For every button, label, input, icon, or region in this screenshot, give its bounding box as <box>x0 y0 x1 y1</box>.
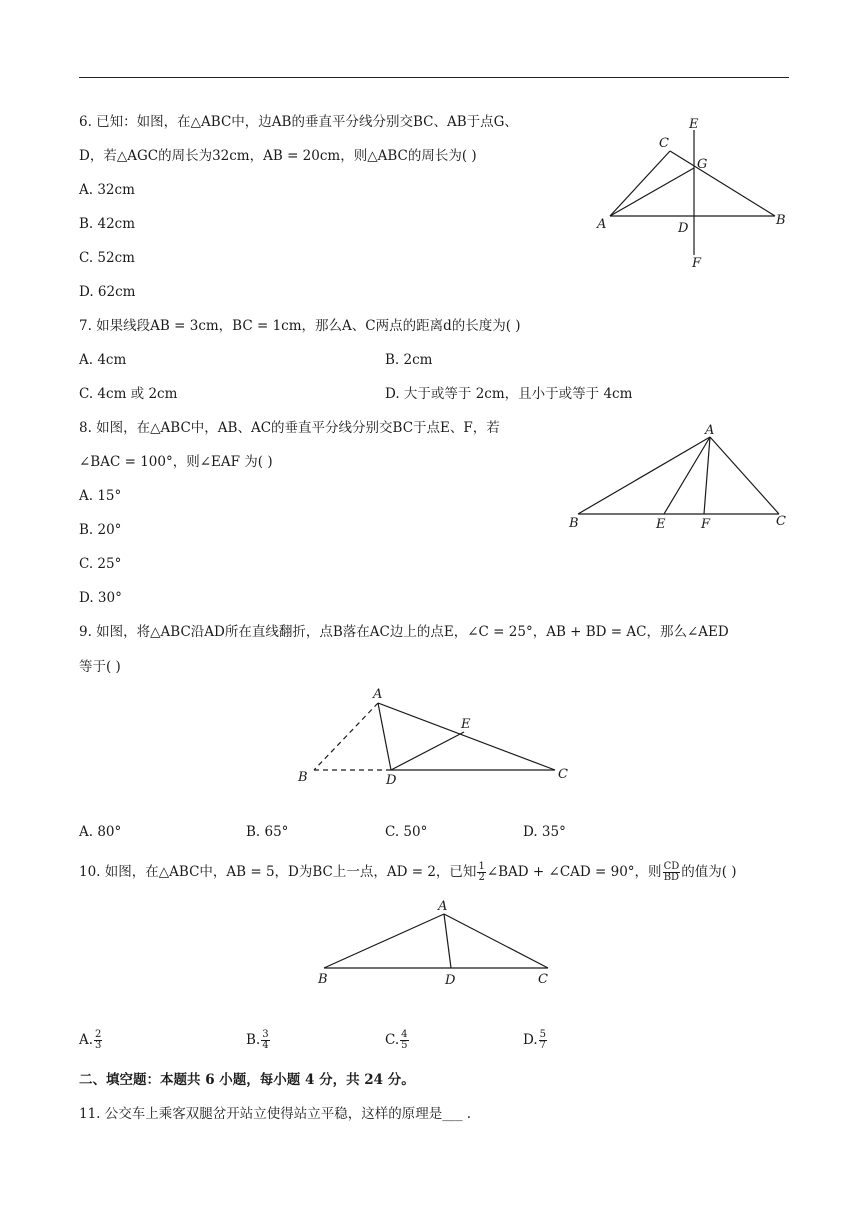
q10-line-ac <box>444 914 548 968</box>
q7-option-d: D. 大于或等于 2cm，且小于或等于 4cm <box>385 386 633 402</box>
q8-option-c: C. 25° <box>79 556 122 572</box>
q6-label-b: B <box>776 213 786 228</box>
q9-label-e: E <box>461 717 471 732</box>
q9-label-d: D <box>386 773 397 788</box>
q6-figure <box>590 110 800 275</box>
q9-option-d: D. 35° <box>523 824 566 840</box>
q7-stem: 7. 如果线段AB = 3cm，BC = 1cm，那么A、C两点的距离d的长度为( ) <box>79 318 521 334</box>
section2-heading: 二、填空题：本题共 6 小题，每小题 4 分，共 24 分。 <box>79 1072 415 1088</box>
q6-label-f: F <box>692 256 702 271</box>
q7-option-a: A. 4cm <box>79 352 127 368</box>
q6-label-e: E <box>689 117 699 132</box>
q8-figure <box>560 420 800 535</box>
q10-label-d: D <box>445 973 456 988</box>
q10-half-num: 1 <box>478 861 485 872</box>
q10-figure <box>310 895 560 990</box>
q9-label-a: A <box>373 687 383 702</box>
q6-line-cb <box>670 151 775 216</box>
q10-line-ab <box>324 914 444 968</box>
q9-option-c: C. 50° <box>385 824 428 840</box>
q8-label-a: A <box>705 423 715 438</box>
q8-option-a: A. 15° <box>79 488 122 504</box>
q10-label-c: C <box>538 972 548 987</box>
q9-line-ab-dashed <box>314 703 378 770</box>
q10-label-a: A <box>438 899 448 914</box>
q10-ratio-fraction <box>663 862 681 883</box>
q10-half-den: 2 <box>478 872 485 883</box>
q9-line-ad <box>378 703 391 770</box>
q8-line-ab <box>578 437 710 514</box>
q9-stem-line2: 等于( ) <box>79 659 121 675</box>
q8-line-af <box>704 437 710 514</box>
q6-label-g: G <box>697 157 708 172</box>
q7-option-c: C. 4cm 或 2cm <box>79 386 178 402</box>
q10-stem-pre: 10. 如图，在△ABC中，AB = 5，D为BC上一点，AD = 2，已知 <box>79 864 477 880</box>
q10-option-a: A. $\frac{2}{3}$ <box>79 1029 102 1051</box>
q7-option-b: B. 2cm <box>385 352 433 368</box>
q10-line-ad <box>444 914 451 968</box>
q6-line-ag <box>610 168 694 216</box>
q6-label-d: D <box>678 221 689 236</box>
q8-label-f: F <box>701 517 711 532</box>
q10-half-fraction <box>477 862 485 883</box>
q8-stem-line2: ∠BAC = 100°，则∠EAF 为( ) <box>79 454 273 470</box>
q10-label-b: B <box>318 972 328 987</box>
q6-stem-line1: 6. 已知：如图，在△ABC中，边AB的垂直平分线分别交BC、AB于点G、 <box>79 114 518 130</box>
q10-option-b: B. $\frac{3}{4}$ <box>246 1029 269 1051</box>
header-rule <box>79 77 789 78</box>
q8-line-ac <box>710 437 779 514</box>
q6-option-b: B. 42cm <box>79 216 136 232</box>
q10-option-c: C. $\frac{4}{5}$ <box>385 1029 408 1051</box>
q8-option-d: D. 30° <box>79 590 122 606</box>
q8-option-b: B. 20° <box>79 522 122 538</box>
q6-label-c: C <box>659 136 669 151</box>
q10-stem-post: 的值为( ) <box>681 864 737 880</box>
q10-stem <box>79 862 737 883</box>
q8-stem-line1: 8. 如图，在△ABC中，AB、AC的垂直平分线分别交BC于点E、F，若 <box>79 420 500 436</box>
q6-stem-line2: D，若△AGC的周长为32cm，AB = 20cm，则△ABC的周长为( ) <box>79 148 477 164</box>
q6-label-a: A <box>597 217 607 232</box>
q6-option-a: A. 32cm <box>79 182 135 198</box>
q9-stem-line1: 9. 如图，将△ABC沿AD所在直线翻折，点B落在AC边上的点E，∠C = 25°，AB + BD = AC，那么∠AED <box>79 624 729 640</box>
q9-option-a: A. 80° <box>79 824 122 840</box>
q10-ratio-den: BD <box>663 872 680 883</box>
q8-line-ae <box>664 437 710 514</box>
q9-option-b: B. 65° <box>246 824 289 840</box>
q10-stem-mid: ∠BAD + ∠CAD = 90°，则 <box>486 864 662 880</box>
q9-label-b: B <box>298 770 308 785</box>
q8-label-e: E <box>656 517 666 532</box>
q8-label-b: B <box>569 516 579 531</box>
q9-line-ac <box>378 703 555 770</box>
q6-line-ac <box>610 151 670 216</box>
q10-ratio-num: CD <box>663 861 680 872</box>
q10-option-d: D. $\frac{5}{7}$ <box>523 1029 547 1051</box>
q9-label-c: C <box>558 767 568 782</box>
q9-figure <box>290 680 580 795</box>
q9-line-de <box>391 732 464 770</box>
q6-option-d: D. 62cm <box>79 284 136 300</box>
q8-label-c: C <box>776 514 786 529</box>
q11-stem: 11. 公交车上乘客双腿岔开站立使得站立平稳，这样的原理是___ . <box>79 1106 472 1122</box>
q6-option-c: C. 52cm <box>79 250 135 266</box>
